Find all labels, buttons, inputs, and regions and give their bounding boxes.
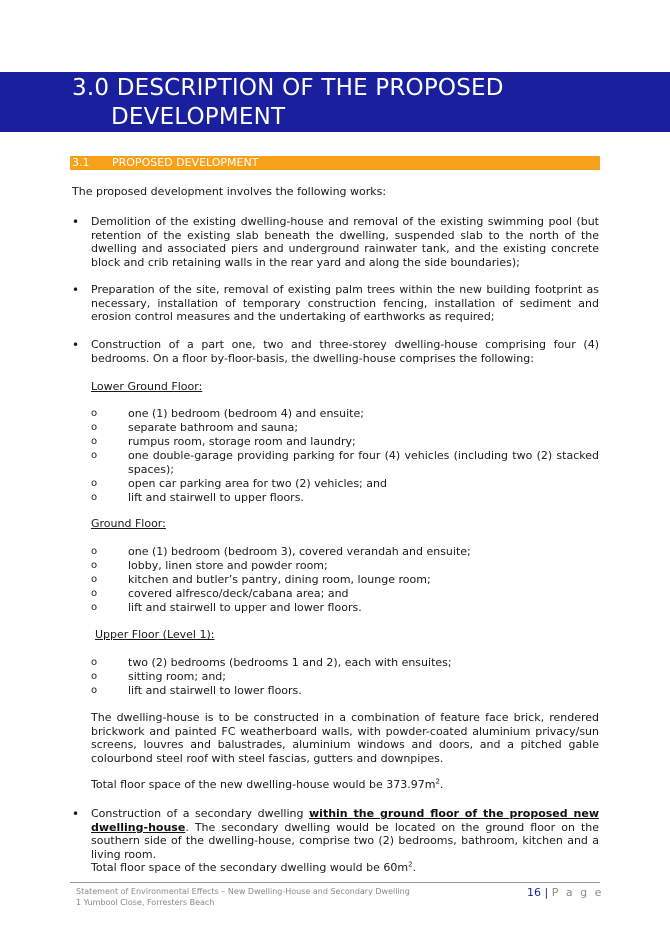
secondary-dwelling-text-rest: . The secondary dwelling would be located on the ground floor on the southern side of the dwelling-house, comprise two (2) bedrooms, bathroom, kitchen and a living room. — [91, 820, 599, 861]
section-title-line1: 3.0 DESCRIPTION OF THE PROPOSED — [72, 75, 504, 101]
footer-divider — [70, 882, 600, 883]
bullet-symbol: • — [72, 215, 80, 229]
subsection-title: PROPOSED DEVELOPMENT — [112, 156, 259, 169]
upper-floor-heading: Upper Floor (Level 1): — [95, 628, 215, 641]
intro-paragraph: The proposed development involves the following works: — [72, 185, 387, 198]
bullet-symbol: • — [72, 283, 80, 297]
sub-symbol: o — [91, 478, 98, 489]
main-floor-space — [91, 778, 599, 792]
sub-symbol: o — [91, 588, 98, 599]
page-word: P a g e — [551, 886, 604, 899]
unit-superscript: 2 — [435, 777, 440, 786]
page-number-value: 16 — [527, 886, 541, 899]
footer-address: 1 Yumbool Close, Forresters Beach — [76, 898, 215, 907]
bullet-secondary-dwelling — [91, 807, 599, 861]
sub-symbol: o — [91, 685, 98, 696]
ground-floor-heading: Ground Floor: — [91, 517, 166, 530]
main-floor-space-text: Total floor space of the new dwelling-house would be 373.97m — [91, 778, 436, 791]
bullet-demolition: Demolition of the existing dwelling-house and removal of the existing swimming pool (but retention of the existing slab beneath the dwelling, suspended slab to the north of the dwelling and associated piers and underground rainwater tank, and the existing concrete block and crib retaining walls in the rear yard and along the side boundaries); — [91, 215, 599, 269]
sub-symbol: o — [91, 657, 98, 668]
list-item: covered alfresco/deck/cabana area; and — [128, 587, 349, 600]
list-item: one double-garage providing parking for four (4) vehicles (including two (2) stacked — [128, 449, 599, 462]
sub-symbol: o — [91, 560, 98, 571]
list-item: rumpus room, storage room and laundry; — [128, 435, 356, 448]
list-item: one (1) bedroom (bedroom 3), covered verandah and ensuite; — [128, 545, 471, 558]
list-item: lift and stairwell to lower floors. — [128, 684, 302, 697]
page-separator: | — [544, 886, 549, 899]
sub-symbol: o — [91, 671, 98, 682]
page-number — [527, 886, 603, 899]
sub-symbol: o — [91, 408, 98, 419]
list-item: lift and stairwell to upper floors. — [128, 491, 304, 504]
list-item: two (2) bedrooms (bedrooms 1 and 2), each with ensuites; — [128, 656, 452, 669]
bullet-symbol: • — [72, 807, 80, 821]
sub-symbol: o — [91, 546, 98, 557]
sub-symbol: o — [91, 450, 98, 461]
list-item: separate bathroom and sauna; — [128, 421, 299, 434]
list-item: lift and stairwell to upper and lower floors. — [128, 601, 362, 614]
sub-symbol: o — [91, 574, 98, 585]
secondary-dwelling-link[interactable]: within the ground floor of the proposed new dwelling-house — [91, 807, 599, 834]
list-item: lobby, linen store and powder room; — [128, 559, 328, 572]
bullet-construction: Construction of a part one, two and three-storey dwelling-house comprising four (4) bedrooms. On a floor by-floor-basis, the dwelling-house comprises the following: — [91, 338, 599, 365]
section-title-line2: DEVELOPMENT — [111, 104, 286, 130]
subsection-number: 3.1 — [72, 156, 90, 169]
secondary-floor-space — [91, 861, 599, 875]
upper-floor-items — [128, 656, 599, 698]
secondary-floor-space-text: Total floor space of the secondary dwelling would be 60m — [91, 861, 409, 874]
sub-symbol: o — [91, 492, 98, 503]
unit-superscript: 2 — [408, 860, 413, 869]
construction-materials-paragraph: The dwelling-house is to be constructed in a combination of feature face brick, rendered brickwork and painted FC weatherboard walls, with powder-coated aluminium privacy/sun screens, louvres and balustrades, aluminium windows and doors, and a pitched gable colourbond steel roof with steel fascias, gutters and downpipes. — [91, 711, 599, 765]
list-item: one (1) bedroom (bedroom 4) and ensuite; — [128, 407, 364, 420]
bullet-symbol: • — [72, 338, 80, 352]
list-item: sitting room; and; — [128, 670, 226, 683]
list-item: open car parking area for two (2) vehicles; and — [128, 477, 387, 490]
subsection-heading — [70, 156, 600, 170]
list-item: spaces); — [128, 463, 174, 476]
ground-floor-items — [128, 545, 599, 615]
bullet-site-preparation: Preparation of the site, removal of existing palm trees within the new building footprint as necessary, installation of temporary construction fencing, installation of sediment and erosion control measures and the undertaking of earthworks as required; — [91, 283, 599, 324]
list-item: kitchen and butler’s pantry, dining room, lounge room; — [128, 573, 431, 586]
lower-ground-items — [128, 407, 599, 505]
sub-symbol: o — [91, 602, 98, 613]
sub-symbol: o — [91, 436, 98, 447]
period: . — [439, 778, 444, 791]
footer-document-title: Statement of Environmental Effects – New Dwelling-House and Secondary Dwelling — [76, 887, 410, 896]
period: . — [412, 861, 417, 874]
section-title-banner — [0, 72, 670, 132]
secondary-dwelling-text: Construction of a secondary dwelling — [91, 807, 310, 820]
sub-symbol: o — [91, 422, 98, 433]
lower-ground-heading: Lower Ground Floor: — [91, 380, 203, 393]
